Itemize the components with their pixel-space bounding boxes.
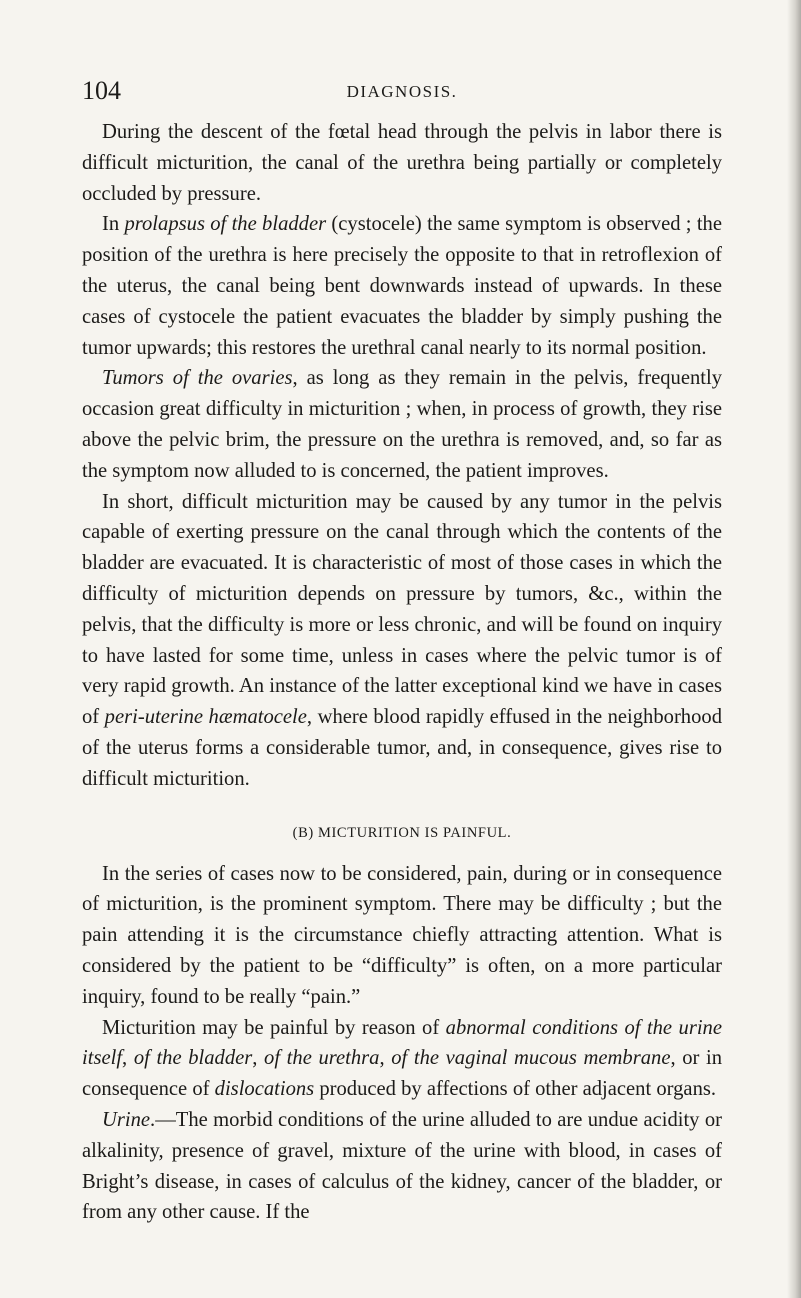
paragraph-prolapsus <box>82 209 722 363</box>
causes-text: produced by affections of other adjacent organs. <box>314 1078 717 1101</box>
paragraph-painful-intro: In the series of cases now to be considered, pain, during or in consequence of micturition, is the prominent symptom. There may be difficulty ; but the pain attending it is the circumstance chiefly attracting attention. What is considered by the patient to be “difficulty” is often, on a more particular inquiry, found to be really “pain.” <box>82 862 722 1008</box>
page-number: 104 <box>82 76 121 105</box>
haematocele-term: peri-uterine hæmatocele <box>104 706 307 729</box>
causes-term-urethra: of the urethra <box>264 1047 380 1070</box>
paragraph-labor: During the descent of the fœtal head through the pelvis in labor there is difficult micturition, the canal of the urethra being partially or completely occluded by pressure. <box>82 121 722 205</box>
paragraph-ovarian-tumors <box>82 363 722 486</box>
urine-term: Urine <box>102 1108 151 1131</box>
causes-mid: , or in consequence of <box>82 1047 723 1101</box>
page-edge-shadow <box>787 0 801 1298</box>
paragraph-causes <box>82 1013 722 1105</box>
causes-sep-2: , <box>252 1047 265 1070</box>
urine-text: .—The morbid conditions of the urine alluded to are undue acidity or alkalinity, presence of gravel, mixture of the urine with blood, in cases of Bright’s disease, in cases of calculus of the kidney, cancer of the bladder, or from any other cause. If the <box>82 1108 722 1224</box>
running-head: DIAGNOSIS. <box>346 82 458 101</box>
causes-term-dislocations: dislocations <box>214 1078 315 1101</box>
prolapsus-text: (cystocele) the same symptom is observed ; the position of the urethra is here precisely the opposite to that in retroflexion of the uterus, the canal being bent downwards instead of upwards. In these cases of cystocele the patient evacuates the bladder by simply pushing the tumor upwards; this restores the urethral canal nearly to its normal position. <box>82 213 722 359</box>
summary-lead: In short, difficult micturition may be caused by any tumor in the pelvis capable of exerting pressure on the canal through which the contents of the bladder are evacuated. It is characteristic of most of those cases in which the difficulty of micturition depends on pressure by tumors, &c., within the pelvis, that the difficulty is more or less chronic, and will be found on inquiry to have lasted for some time, unless in cases where the pelvic tumor is of very rapid growth. An instance of the latter exceptional kind we have in cases of <box>82 490 722 729</box>
causes-sep-1: , <box>122 1047 134 1070</box>
causes-sep-3: , <box>379 1047 392 1070</box>
paragraph-urine <box>82 1105 722 1228</box>
summary-text: , where blood rapidly effused in the neighborhood of the uterus forms a considerable tumor, and, in consequence, gives rise to difficult micturition. <box>82 706 722 790</box>
body-text <box>82 117 722 1228</box>
section-heading: (B) MICTURITION IS PAINFUL. <box>292 824 512 841</box>
page-header <box>82 76 722 106</box>
causes-term-vaginal: of the vaginal mucous membrane <box>391 1047 671 1070</box>
causes-term-urine: abnormal conditions of the urine itself <box>82 1016 722 1070</box>
causes-term-bladder: of the bladder <box>133 1047 253 1070</box>
ovarian-tumors-term: Tumors of the ovaries <box>102 367 293 390</box>
ovarian-tumors-text: , as long as they remain in the pelvis, frequently occasion great difficulty in micturition ; when, in process of growth, they rise above the pelvic brim, the pressure on the urethra is removed, and, so far as the symptom now alluded to is concerned, the patient improves. <box>82 367 722 482</box>
paragraph-summary <box>82 487 722 795</box>
prolapsus-lead: In <box>102 213 125 236</box>
causes-lead: Micturition may be painful by reason of <box>102 1016 446 1039</box>
prolapsus-term: prolapsus of the bladder <box>124 213 327 236</box>
